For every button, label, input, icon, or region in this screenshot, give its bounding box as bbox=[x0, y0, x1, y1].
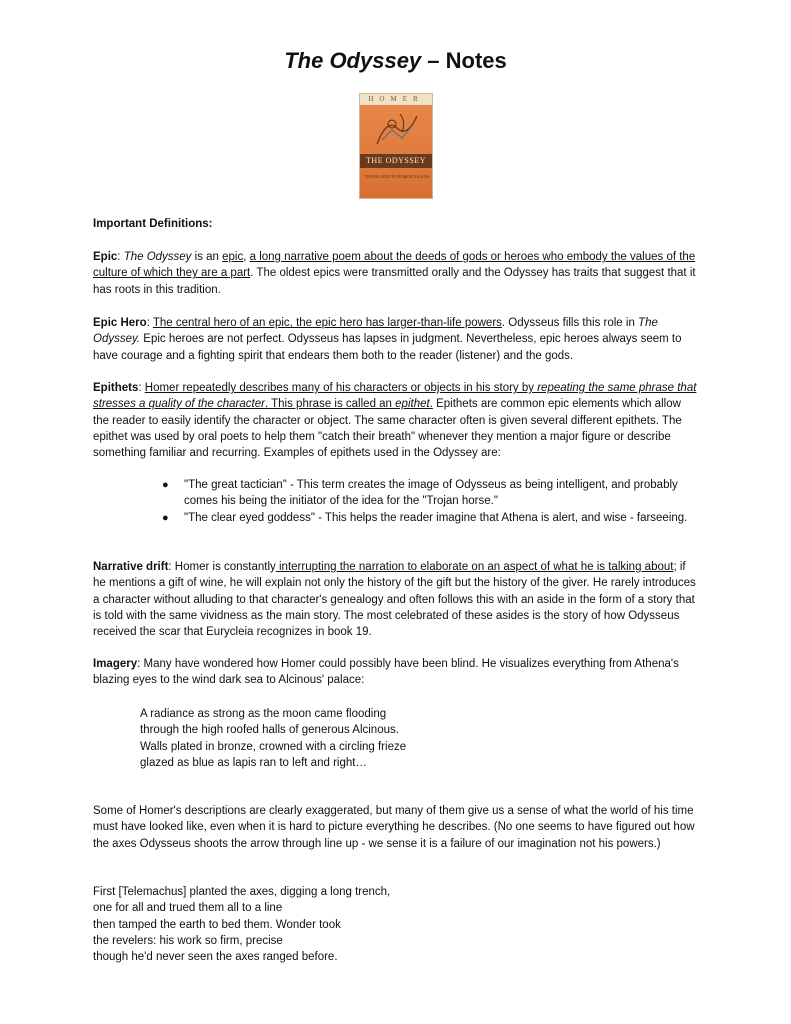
quote-line: glazed as blue as lapis ran to left and right… bbox=[140, 756, 367, 769]
narrative-drift-definition: interrupting the narration to elaborate on an aspect of what he is talking about bbox=[275, 561, 674, 573]
bullet-icon: ● bbox=[162, 511, 169, 524]
epic-paragraph: Epic: The Odyssey is an epic, a long narrative poem about the deeds of gods or heroes who embody the values of the culture of which they are a part. The oldest epics were transmitted orally and the Odyssey has traits that suggest that it has roots in this tradition. bbox=[93, 251, 696, 296]
epithet-examples-list bbox=[93, 477, 699, 526]
imagery-paragraph: Imagery: Many have wondered how Homer could possibly have been blind. He visualizes everything from Athena's blazing eyes to the wind dark sea to Alcinous' palace: bbox=[93, 658, 679, 687]
quote-line: the revelers: his work so firm, precise bbox=[93, 934, 283, 947]
title-rest: – Notes bbox=[421, 48, 507, 73]
list-item: ● "The clear eyed goddess" - This helps the reader imagine that Athena is alert, and wise - farseeing. bbox=[93, 510, 699, 526]
quote-line: though he'd never seen the axes ranged before. bbox=[93, 951, 338, 964]
list-item: ● "The great tactician" - This term creates the image of Odysseus as being intelligent, and probably comes his being the initiator of the idea for the "Trojan horse." bbox=[162, 479, 678, 508]
title-italic: The Odyssey bbox=[284, 48, 422, 73]
epic-term: Epic bbox=[93, 251, 118, 263]
narrative-drift-term: Narrative drift bbox=[93, 561, 169, 573]
epic-hero-definition: The central hero of an epic, the epic hero has larger-than-life powers bbox=[152, 317, 502, 329]
definitions-heading: Important Definitions: bbox=[93, 218, 213, 230]
book-cover-image bbox=[359, 93, 433, 199]
exaggeration-paragraph: Some of Homer's descriptions are clearly exaggerated, but many of them give us a sense of what the world of his time must have looked like, even when it is hard to picture everything he describes. (No one seems to have figured out how the axes Odysseus shoots the arrow through line up - we sense it is a failure of our imagination not his powers.) bbox=[93, 805, 695, 850]
quote-line: First [Telemachus] planted the axes, digging a long trench, bbox=[93, 886, 391, 898]
quote-line: then tamped the earth to bed them. Wonder took bbox=[93, 918, 341, 931]
cover-art-figure bbox=[372, 110, 422, 148]
quote-line: one for all and trued them all to a line bbox=[93, 902, 283, 915]
page-title bbox=[0, 47, 791, 75]
imagery-quote bbox=[140, 706, 640, 771]
epithets-paragraph: Epithets: Homer repeatedly describes many of his characters or objects in his story by repeating the same phrase that stresses a quality of the character. This phrase is called an epithet. Epithets are common epic elements which allow the reader to easily identify the character or object. The same character often is given several different epithets. The epithet was used by oral poets to help them "catch their breath" whenever they mention a major figure or describe something familiar and recurring. Examples of epithets used in the Odyssey are: bbox=[93, 382, 697, 460]
quote-line: Walls plated in bronze, crowned with a circling frieze bbox=[140, 740, 407, 753]
epic-hero-paragraph: Epic Hero: The central hero of an epic, the epic hero has larger-than-life powers. Odysseus fills this role in The Odyssey. Epic heroes are not perfect. Odysseus has lapses in judgment. Nevertheless, epic heroes always seem to have courage and a fighting spirit that endears them both to the reader (listener) and the gods. bbox=[93, 317, 682, 362]
epic-definition: a long narrative poem about the deeds of gods or heroes who embody the values of the culture of which they are a part bbox=[93, 251, 696, 280]
bullet-icon: ● bbox=[162, 479, 169, 491]
cover-author: HOMER bbox=[360, 94, 432, 105]
epic-hero-term: Epic Hero bbox=[93, 317, 147, 329]
imagery-term: Imagery bbox=[93, 658, 138, 670]
axes-quote bbox=[93, 884, 593, 965]
narrative-drift-paragraph: Narrative drift: Homer is constantly interrupting the narration to elaborate on an aspect of what he is talking about; if he mentions a gift of wine, he will explain not only the history of the gift but the history of the giver. He rarely introduces a character without alluding to that character's genealogy and often follows this with an aside in the form of a story that is told with the same vividness as the main story. The most celebrated of these asides is the story of how Odysseus received the scar that Eurycleia recognizes in book 19. bbox=[93, 561, 696, 639]
cover-translator: TRANSLATED BY ROBERT FAGLES bbox=[364, 174, 430, 179]
quote-line: through the high roofed halls of generous Alcinous. bbox=[140, 724, 399, 737]
cover-title: THE ODYSSEY bbox=[360, 154, 432, 168]
epithets-term: Epithets bbox=[93, 382, 139, 394]
quote-line: A radiance as strong as the moon came flooding bbox=[140, 708, 387, 720]
